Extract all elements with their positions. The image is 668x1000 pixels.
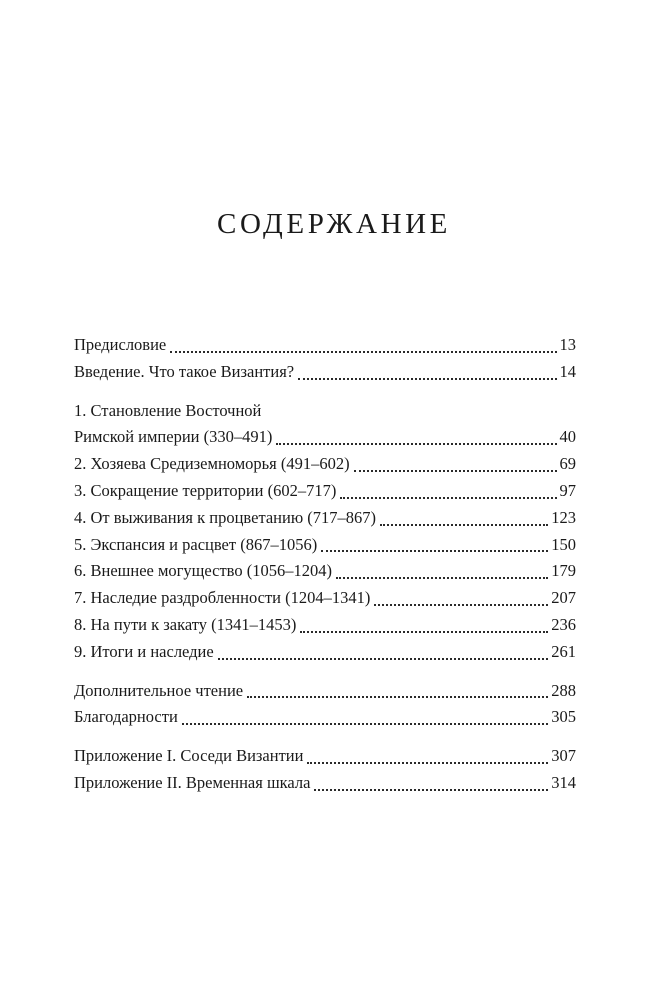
- toc-entry-appendix-2: [74, 770, 576, 797]
- toc-entry-label: 2. Хозяева Средиземноморья (491–602): [74, 454, 350, 474]
- toc-entry-chapter-8: [74, 612, 576, 639]
- toc-entry-label: Римской империи (330–491): [74, 427, 273, 447]
- dot-leader: [218, 657, 549, 660]
- toc-page-number: 179: [551, 561, 576, 581]
- toc-entry-label: Дополнительное чтение: [74, 680, 244, 700]
- toc-entry-line2: [74, 424, 576, 451]
- dot-leader: [354, 469, 557, 472]
- toc-entry-label: 3. Сокращение территории (602–717): [74, 480, 337, 500]
- toc-entry-label: Введение. Что такое Византия?: [74, 361, 295, 381]
- toc-page-number: 13: [559, 335, 576, 354]
- toc-page-number: 236: [551, 614, 576, 634]
- toc-entry-chapter-7: [74, 585, 576, 612]
- dot-leader: [182, 722, 548, 725]
- dot-leader: [298, 377, 556, 380]
- toc-entry-chapter-3: [74, 478, 576, 505]
- section-gap: [74, 666, 576, 678]
- toc-entry-acknowledgements: [74, 704, 576, 731]
- toc-entry-chapter-9: [74, 639, 576, 666]
- dot-leader: [340, 496, 556, 499]
- toc-page-number: 97: [559, 480, 576, 500]
- dot-leader: [321, 549, 548, 552]
- toc-entry-chapter-6: [74, 558, 576, 585]
- toc-entry-label: 9. Итоги и наследие: [74, 641, 214, 661]
- toc-entry-introduction: [74, 359, 576, 386]
- toc-entry-label: 8. На пути к закату (1341–1453): [74, 614, 297, 634]
- toc-page-number: 314: [551, 772, 576, 792]
- toc-page-number: 123: [551, 507, 576, 527]
- dot-leader: [380, 523, 548, 526]
- toc-entry-label: 6. Внешнее могущество (1056–1204): [74, 561, 332, 581]
- toc-entry-label: Приложение II. Временная шкала: [74, 772, 311, 792]
- toc-entry-chapter-2: [74, 451, 576, 478]
- toc-entry-label-line1: 1. Становление Восточной: [74, 400, 262, 420]
- toc-page-number: 40: [559, 427, 576, 447]
- toc-entry-chapter-5: [74, 532, 576, 559]
- table-of-contents: [74, 332, 576, 797]
- toc-entry-chapter-1: [74, 398, 576, 452]
- dot-leader: [336, 576, 548, 579]
- toc-entry-further-reading: [74, 678, 576, 705]
- toc-page-number: 69: [559, 454, 576, 474]
- contents-heading: СОДЕРЖАНИЕ: [217, 208, 451, 240]
- section-gap: [74, 731, 576, 743]
- toc-entry-appendix-1: [74, 743, 576, 770]
- dot-leader: [307, 761, 548, 764]
- toc-entry-label: Приложение I. Соседи Византии: [74, 746, 304, 766]
- dot-leader: [314, 788, 548, 791]
- dot-leader: [300, 630, 548, 633]
- toc-entry-label: Благодарности: [74, 707, 178, 727]
- toc-entry-label: 5. Экспансия и расцвет (867–1056): [74, 534, 318, 554]
- dot-leader: [170, 350, 556, 353]
- toc-entry-label: 4. От выживания к процветанию (717–867): [74, 507, 377, 527]
- toc-page-number: 207: [551, 588, 576, 608]
- dot-leader: [247, 695, 548, 698]
- toc-entry-label: 7. Наследие раздробленности (1204–1341): [74, 588, 371, 608]
- dot-leader: [374, 603, 548, 606]
- toc-entry-label: Предисловие: [74, 335, 167, 354]
- toc-page-number: 307: [551, 746, 576, 766]
- dot-leader: [276, 442, 556, 445]
- toc-entry-preface: [74, 332, 576, 359]
- toc-page-number: 288: [551, 680, 576, 700]
- toc-entry-chapter-4: [74, 505, 576, 532]
- toc-page-number: 150: [551, 534, 576, 554]
- section-gap: [74, 386, 576, 398]
- toc-page-number: 14: [559, 361, 576, 381]
- toc-page-number: 261: [551, 641, 576, 661]
- toc-page-number: 305: [551, 707, 576, 727]
